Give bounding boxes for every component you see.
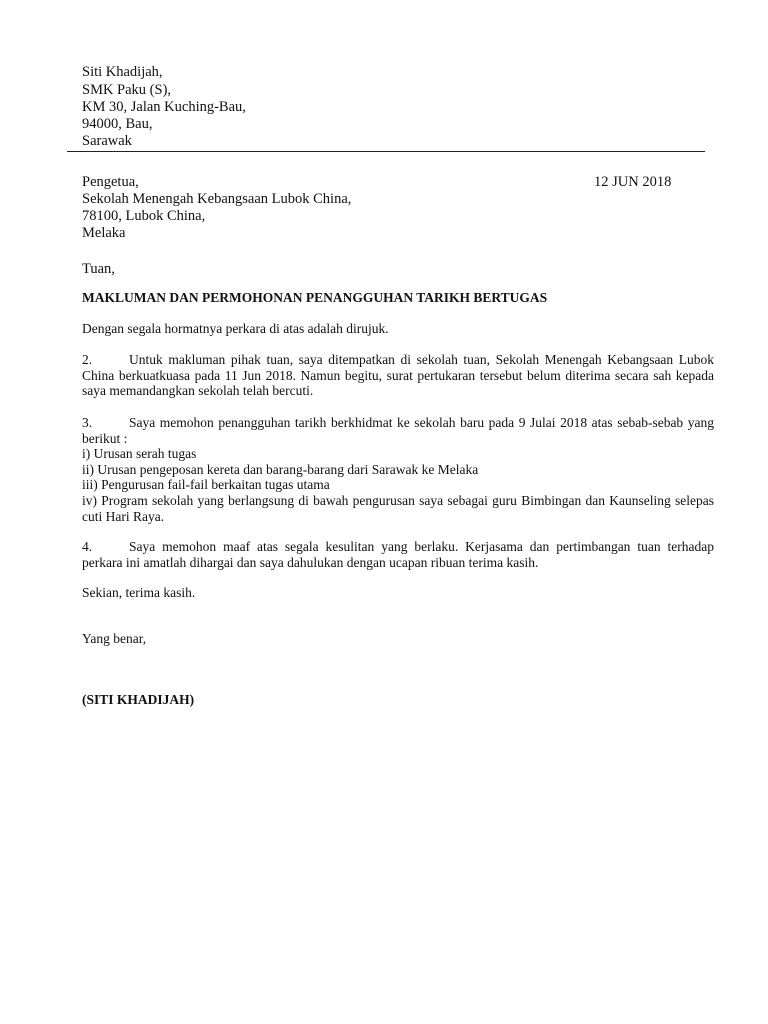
paragraph-3 — [82, 415, 714, 446]
list-item: i) Urusan serah tugas — [82, 446, 197, 461]
paragraph-2 — [82, 352, 714, 399]
letter-date: 12 JUN 2018 — [594, 174, 672, 190]
subject-heading: MAKLUMAN DAN PERMOHONAN PENANGGUHAN TARIKH BERTUGAS — [82, 290, 548, 305]
sender-line: Siti Khadijah, — [82, 64, 163, 80]
sender-line: SMK Paku (S), — [82, 82, 172, 98]
sender-line: Sarawak — [82, 133, 132, 149]
opening-paragraph: Dengan segala hormatnya perkara di atas adalah dirujuk. — [82, 321, 389, 336]
list-item: iv) Program sekolah yang berlangsung di bawah pengurusan saya sebagai guru Bimbingan dan Kaunseling selepas cuti Hari Raya. — [82, 493, 714, 524]
paragraph-number: 3. — [82, 415, 93, 430]
header-divider — [67, 151, 705, 152]
closing-text: Sekian, terima kasih. — [82, 585, 196, 600]
paragraph-number: 2. — [82, 352, 93, 367]
sender-line: KM 30, Jalan Kuching-Bau, — [82, 99, 246, 115]
list-item: ii) Urusan pengeposan kereta dan barang-barang dari Sarawak ke Melaka — [82, 462, 479, 477]
recipient-line: 78100, Lubok China, — [82, 208, 206, 224]
valediction: Yang benar, — [82, 631, 147, 646]
paragraph-text: Untuk makluman pihak tuan, saya ditempatkan di sekolah tuan, Sekolah Menengah Kebangsaan Lubok China berkuatkuasa pada 11 Jun 2018. Namun begitu, surat pertukaran tersebut belum diterima secara sah kepada saya memandangkan sekolah telah bercuti. — [82, 352, 714, 399]
paragraph-text: Saya memohon maaf atas segala kesulitan yang berlaku. Kerjasama dan pertimbangan tuan terhadap perkara ini amatlah dihargai dan saya dahulukan dengan ucapan ribuan terima kasih. — [82, 539, 714, 570]
signature-name: (SITI KHADIJAH) — [82, 692, 195, 707]
paragraph-text: Saya memohon penangguhan tarikh berkhidmat ke sekolah baru pada 9 Julai 2018 atas sebab-sebab yang berikut : — [82, 415, 714, 446]
sender-line: 94000, Bau, — [82, 116, 153, 132]
salutation: Tuan, — [82, 261, 115, 277]
recipient-line: Melaka — [82, 225, 126, 241]
list-item: iii) Pengurusan fail-fail berkaitan tugas utama — [82, 477, 330, 492]
recipient-line: Pengetua, — [82, 174, 139, 190]
paragraph-4 — [82, 539, 714, 570]
recipient-line: Sekolah Menengah Kebangsaan Lubok China, — [82, 191, 352, 207]
paragraph-number: 4. — [82, 539, 93, 554]
